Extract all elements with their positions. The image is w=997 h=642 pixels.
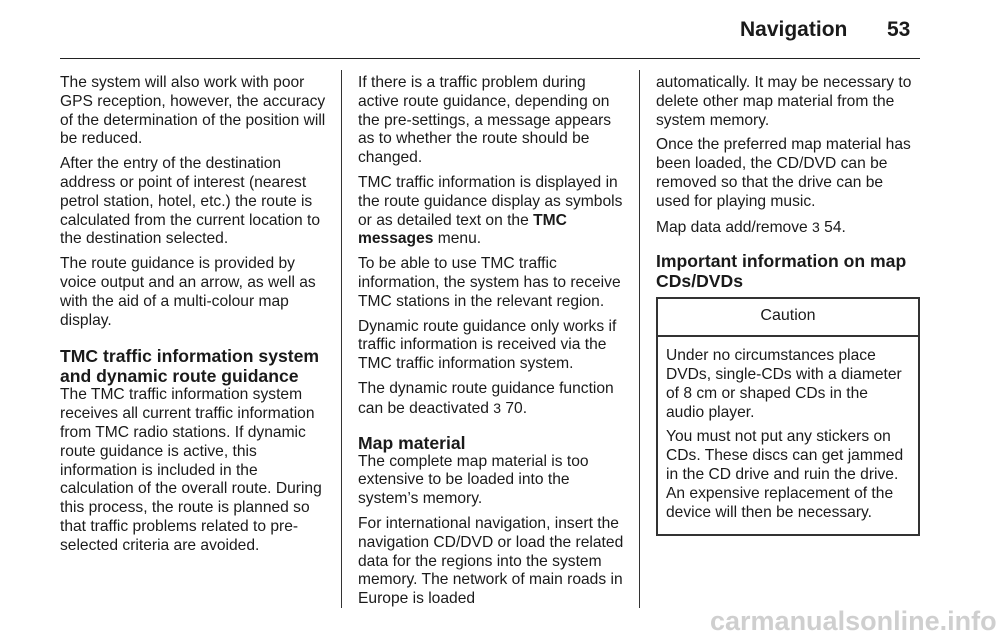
page-reference: 54.	[819, 218, 846, 236]
paragraph: The complete map material is too extensive to be loaded into the system’s memory.	[358, 452, 589, 508]
text-span: The dynamic route guidance function can be deactivated	[358, 379, 614, 417]
paragraph: Under no circumstances place DVDs, single-CDs with a diameter of 8 cm or shaped CDs in the audio player.	[666, 347, 902, 421]
paragraph: automatically. It may be necessary to delete other map material from the system memory.	[656, 74, 912, 129]
paragraph: For international navigation, insert the navigation CD/DVD or load the related data for the regions into the system memory. The network of main roads in Europe is loaded	[358, 514, 624, 608]
caution-title: Caution	[658, 299, 918, 337]
column-divider	[639, 70, 640, 608]
page-number: 53	[887, 18, 911, 41]
caution-box	[656, 297, 920, 536]
section-title: Navigation	[740, 18, 848, 41]
paragraph: After the entry of the destination address or point of interest (nearest petrol station, hotel, etc.) the route is calculated from the current location to the destination selected.	[60, 155, 321, 248]
heading-map-material: Map material	[358, 432, 466, 453]
menu-name: TMC messages	[358, 211, 567, 248]
watermark: carmanualsonline.info	[710, 606, 997, 636]
column-2	[358, 74, 624, 615]
column-1	[60, 74, 326, 562]
column-3	[656, 74, 920, 536]
paragraph	[358, 174, 624, 249]
text-span: Map data add/remove	[656, 218, 813, 236]
paragraph: The route guidance is provided by voice output and an arrow, as well as with the aid of a multi-colour map display.	[60, 255, 316, 329]
page-reference-arrow-icon: 3	[812, 218, 820, 235]
heading-map-cds: Important information on map CDs/DVDs	[656, 251, 907, 292]
header-divider	[60, 58, 920, 59]
caution-body	[658, 337, 918, 534]
text-span: TMC traffic information is displayed in the route guidance display as symbols or as detailed text on the	[358, 173, 623, 229]
heading-tmc: TMC traffic information system and dynamic route guidance	[60, 346, 320, 387]
paragraph: Dynamic route guidance only works if traffic information is received via the TMC traffic information system.	[358, 317, 617, 373]
page-reference-arrow-icon: 3	[493, 399, 502, 416]
paragraph: You must not put any stickers on CDs. These discs can get jammed in the CD drive and ruin the drive. An expensive replacement of the device will then be necessary.	[666, 428, 904, 521]
paragraph: To be able to use TMC traffic information, the system has to receive TMC stations in the relevant region.	[358, 255, 621, 310]
paragraph: Once the preferred map material has been loaded, the CD/DVD can be removed so that the drive can be used for playing music.	[656, 136, 911, 210]
column-divider	[341, 70, 342, 608]
paragraph: The TMC traffic information system receives all current traffic information from TMC radio stations. If dynamic route guidance is active, this information is included in the calculation of the overall route. During this process, the route is planned so that traffic problems related to pre-selected criteria are avoided.	[60, 386, 322, 554]
page-reference: 70.	[501, 399, 528, 417]
text-span: menu.	[433, 230, 482, 248]
paragraph: The system will also work with poor GPS reception, however, the accuracy of the determination of the position will be reduced.	[60, 74, 326, 148]
paragraph	[656, 218, 920, 238]
paragraph: If there is a traffic problem during active route guidance, depending on the pre-settings, a message appears as to whether the route should be changed.	[358, 74, 612, 167]
paragraph	[358, 380, 624, 419]
